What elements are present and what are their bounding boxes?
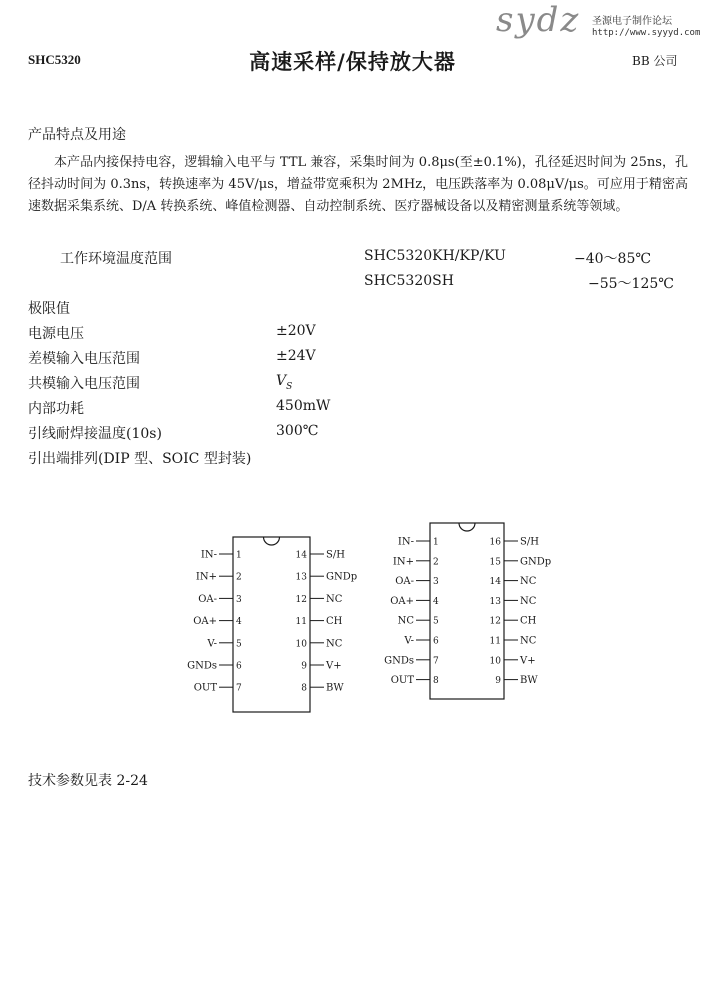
pin-number: 15: [489, 557, 501, 568]
pin-name: GNDs: [384, 655, 414, 667]
pin-number: 5: [236, 639, 242, 650]
pin-number: 4: [433, 596, 439, 607]
pin-number: 10: [295, 639, 307, 650]
pin-name: S/H: [520, 536, 539, 548]
limit-value: 450mW: [276, 398, 331, 414]
logo-site-name: 圣源电子制作论坛: [592, 16, 672, 27]
pin-number: 11: [295, 617, 307, 628]
limit-value: ±24V: [276, 348, 316, 364]
limits-heading: 极限值: [28, 301, 70, 317]
limit-label: 内部功耗: [28, 401, 84, 417]
pin-name: NC: [397, 615, 414, 627]
pin-number: 16: [489, 537, 501, 548]
features-heading: 产品特点及用途: [28, 127, 126, 143]
pin-name: IN-: [200, 549, 217, 561]
limit-label: 引线耐焊接温度(10s): [28, 426, 162, 442]
temp-range-1: −40～85℃: [574, 251, 652, 267]
pin-number: 12: [489, 616, 501, 627]
temp-model-2: SHC5320SH: [364, 273, 454, 289]
pin-number: 2: [236, 572, 242, 583]
pin-name: OUT: [193, 682, 217, 694]
pin-number: 10: [489, 656, 501, 667]
pin-number: 1: [236, 550, 242, 561]
pin-name: CH: [326, 616, 343, 628]
limit-label: 差模输入电压范围: [28, 351, 140, 367]
pin-number: 7: [433, 656, 439, 667]
pin-number: 3: [433, 577, 439, 588]
limit-label: 共模输入电压范围: [28, 376, 140, 392]
dip14-package: [187, 537, 357, 712]
pin1-notch: [459, 523, 475, 531]
pin-number: 12: [295, 594, 307, 605]
temp-range-2: −55～125℃: [588, 276, 674, 292]
pin-number: 9: [495, 676, 501, 687]
pin-number: 8: [433, 676, 439, 687]
page-title: 高速采样/保持放大器: [249, 49, 456, 74]
part-number: SHC5320: [28, 52, 81, 67]
pin-name: S/H: [326, 549, 345, 561]
logo-url: http://www.syyyd.com: [592, 28, 701, 38]
pin-number: 13: [489, 596, 501, 607]
pin-name: GNDs: [187, 660, 217, 672]
pin-number: 14: [295, 550, 307, 561]
pin-name: BW: [520, 675, 538, 687]
pin-name: BW: [326, 682, 344, 694]
pin-name: OA+: [193, 616, 217, 628]
temp-range-label: 工作环境温度范围: [60, 251, 172, 267]
features-paragraph: 本产品内接保持电容，逻辑输入电平与 TTL 兼容，采集时间为 0.8μs(至±0.1%)，孔径延迟时间为 25ns，孔径抖动时间为 0.3ns，转换速率为 45V/μs，增益带宽乘积为 2MHz，电压跌落率为 0.08μV/μs。可应用于精密高速数据采集系统、D/A 转换系统、峰值检测器、自动控制系统、医疗器械设备以及精密测量系统等领域。: [28, 155, 688, 214]
pin-number: 4: [236, 617, 242, 628]
temp-model-1: SHC5320KH/KP/KU: [364, 248, 506, 264]
pin-name: GNDp: [520, 556, 552, 568]
pin-name: OA-: [198, 593, 217, 605]
pin-name: OA-: [395, 576, 414, 588]
limit-value: ±20V: [276, 323, 316, 339]
pin-name: NC: [520, 576, 537, 588]
pin-number: 14: [489, 577, 501, 588]
pin-name: IN+: [195, 571, 217, 583]
logo-mark: sydz: [496, 0, 581, 40]
pin-name: V+: [520, 655, 536, 667]
ic-body: [430, 523, 504, 699]
pin-number: 11: [489, 636, 501, 647]
pin-name: V-: [207, 638, 217, 650]
limit-label: 电源电压: [28, 326, 84, 342]
pin-name: NC: [520, 635, 537, 647]
pin-number: 5: [433, 616, 439, 627]
pinout-heading: 引出端排列(DIP 型、SOIC 型封装): [28, 451, 252, 467]
pin-number: 13: [295, 572, 307, 583]
pin-name: NC: [326, 593, 343, 605]
pin-name: OA+: [390, 595, 414, 607]
pin-name: IN-: [397, 536, 414, 548]
pin-number: 2: [433, 557, 439, 568]
pin-name: NC: [520, 595, 537, 607]
pin-number: 6: [433, 636, 439, 647]
limit-value-main: V: [276, 373, 287, 389]
company-name: BB 公司: [632, 54, 678, 68]
pin-number: 7: [236, 683, 242, 694]
pin-number: 3: [236, 594, 242, 605]
footer-note: 技术参数见表 2-24: [28, 773, 148, 789]
pin-number: 8: [301, 683, 307, 694]
pin-name: GNDp: [326, 571, 358, 583]
pin-number: 1: [433, 537, 439, 548]
pin-name: V-: [404, 635, 414, 647]
pin-name: IN+: [392, 556, 414, 568]
limit-value: 300℃: [276, 423, 319, 439]
limit-value-sub: S: [286, 381, 293, 392]
pin-name: CH: [520, 615, 537, 627]
pin-name: NC: [326, 638, 343, 650]
pin-name: OUT: [390, 675, 414, 687]
pin1-notch: [264, 537, 280, 545]
pin-number: 6: [236, 661, 242, 672]
soic16-package: [384, 523, 551, 699]
pin-number: 9: [301, 661, 307, 672]
pin-name: V+: [326, 660, 342, 672]
